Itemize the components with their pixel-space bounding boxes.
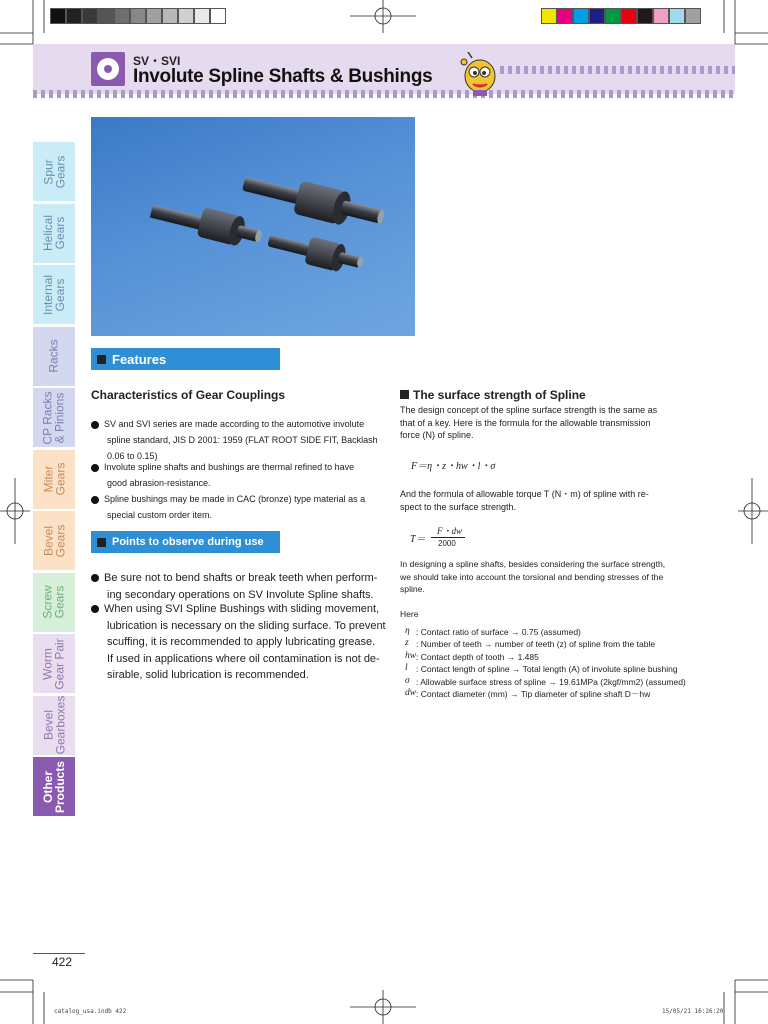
side-tab-label: Worm Gear Pair: [41, 637, 68, 690]
gray-swatch: [114, 8, 130, 24]
side-tab[interactable]: [33, 450, 75, 509]
color-swatch: [621, 8, 637, 24]
side-tab[interactable]: [33, 573, 75, 632]
color-swatch: [541, 8, 557, 24]
fraction-line: [431, 537, 465, 538]
text-line: And the formula of allowable torque T (N・m) of spline with re-: [400, 489, 649, 499]
side-tab[interactable]: [33, 388, 75, 447]
variable-description: : Contact diameter (mm) → Tip diameter of spline shaft D－hw: [416, 689, 651, 699]
side-tab[interactable]: [33, 757, 75, 816]
gray-swatch: [194, 8, 210, 24]
feature-bullet-line: good abrasion-resistance.: [107, 478, 211, 488]
couplings-heading: Characteristics of Gear Couplings: [91, 388, 286, 402]
mascot-icon: [458, 52, 498, 98]
square-bullet-icon: [400, 390, 409, 399]
features-label: Features: [112, 351, 167, 367]
color-swatch: [653, 8, 669, 24]
side-tab[interactable]: [33, 511, 75, 570]
side-tab-label: Other Products: [41, 760, 68, 813]
feature-bullet-line: special custom order item.: [107, 510, 213, 520]
text-line: The design concept of the spline surface strength is the same as: [400, 405, 658, 415]
torque-formula-denominator: 2000: [438, 539, 456, 548]
footer-file-info: catalog_usa.indb 422: [54, 1008, 127, 1015]
header-wavy-line: [500, 66, 735, 74]
variable-symbol: σ: [405, 675, 410, 686]
gray-swatch: [50, 8, 66, 24]
here-label: Here: [400, 609, 419, 619]
bullet-icon: [91, 464, 99, 472]
point-bullet-line: When using SVI Spline Bushings with sliding movement,: [104, 603, 380, 615]
torque-formula-left: T＝: [410, 534, 426, 545]
variable-description: : Contact length of spline → Total length (A) of involute spline bushing: [416, 664, 678, 675]
feature-bullet-line: spline standard, JIS D 2001: 1959 (FLAT ROOT SIDE FIT, Backlash: [107, 435, 378, 445]
point-bullet-line: lubrication is necessary on the sliding surface. To prevent: [107, 619, 386, 632]
force-formula: F＝η・z・hw・l・σ: [411, 461, 496, 472]
variable-description: : Number of teeth → number of teeth (z) of spline from the table: [416, 639, 656, 650]
color-swatch: [557, 8, 573, 24]
variable-description: : Contact ratio of surface → 0.75 (assumed): [416, 627, 581, 637]
gray-swatch: [82, 8, 98, 24]
side-tab-label: Helical Gears: [40, 214, 67, 252]
bullet-icon: [91, 496, 99, 504]
color-swatch: [605, 8, 621, 24]
surface-strength-heading: [400, 388, 586, 402]
points-section-bar: [91, 531, 280, 553]
header-wavy-edge: [33, 90, 735, 98]
text-line: spline.: [400, 584, 425, 594]
page-number: 422: [52, 955, 73, 969]
gray-swatch: [178, 8, 194, 24]
side-tab-label: Internal Gears: [41, 274, 67, 315]
side-tab[interactable]: [33, 265, 75, 324]
gray-swatch: [66, 8, 82, 24]
point-bullet-line: ing secondary operations on SV Involute Spline shafts.: [107, 588, 374, 601]
variable-symbol: dw: [405, 688, 417, 698]
variable-symbol: hw: [405, 650, 417, 661]
gray-swatch: [162, 8, 178, 24]
gray-swatch: [130, 8, 146, 24]
point-bullet-line: sirable, solid lubrication is recommended.: [107, 669, 309, 681]
features-section-bar: [91, 348, 280, 370]
square-bullet-icon: [97, 538, 106, 547]
point-bullet-line: Be sure not to bend shafts or break teeth when perform-: [104, 572, 378, 584]
page-number-rule: [33, 953, 85, 954]
variable-description: : Allowable surface stress of spline → 19.61MPa (2kgf/mm2) (assumed): [416, 676, 686, 687]
point-bullet-line: If used in applications where oil contamination is not de-: [107, 652, 380, 665]
gray-swatch: [98, 8, 114, 24]
text-line: In designing a spline shafts, besides considering the surface strength,: [400, 559, 666, 569]
feature-bullet-line: Spline bushings may be made in CAC (bronze) type material as a: [104, 494, 366, 504]
side-tab[interactable]: [33, 142, 75, 201]
text-line: we should take into account the torsional and bending stresses of the: [400, 571, 664, 582]
product-photo: [91, 117, 415, 336]
footer-timestamp: 15/05/21 16:26:20: [662, 1008, 724, 1015]
surface-heading-text: The surface strength of Spline: [413, 388, 586, 402]
gray-swatch: [210, 8, 226, 24]
bullet-icon: [91, 574, 99, 582]
side-tab-label: Bevel Gearboxes: [41, 695, 68, 755]
page-title: Involute Spline Shafts & Bushings: [133, 66, 433, 87]
side-tab-label: Racks: [47, 339, 61, 373]
side-tab[interactable]: [33, 327, 75, 386]
square-bullet-icon: [97, 355, 106, 364]
side-tab-label: CP Racks & Pinions: [41, 390, 68, 445]
text-line: force (N) of spline.: [400, 430, 474, 440]
torque-formula-numerator: F・dw: [437, 526, 463, 536]
side-tab-label: Miter Gears: [41, 462, 67, 496]
bullet-icon: [91, 421, 99, 429]
text-line: spect to the surface strength.: [400, 501, 517, 512]
text-line: that of a key. Here is the formula for the allowable transmission: [400, 417, 651, 428]
variable-description: : Contact depth of tooth → 1.485: [416, 651, 539, 662]
points-label: Points to observe during use: [112, 536, 264, 548]
side-tab[interactable]: [33, 696, 75, 755]
product-series: SV・SVI: [133, 54, 181, 68]
side-tab-label: Bevel Gears: [41, 524, 67, 557]
color-swatch: [637, 8, 653, 24]
spline-gear-icon: [91, 52, 125, 86]
variable-symbol: z: [405, 638, 409, 649]
variable-symbol: η: [405, 626, 410, 636]
color-swatch: [589, 8, 605, 24]
color-swatch: [669, 8, 685, 24]
side-tab[interactable]: [33, 634, 75, 693]
variable-symbol: l: [405, 663, 408, 674]
side-tab-label: Spur Gears: [41, 155, 67, 188]
point-bullet-line: scuffing, it is recommended to apply lubricating grease.: [107, 636, 376, 648]
side-tab-label: Screw Gears: [41, 585, 67, 619]
gray-swatch: [146, 8, 162, 24]
feature-bullet-line: Involute spline shafts and bushings are thermal refined to have: [104, 462, 355, 472]
side-tab[interactable]: [33, 204, 75, 263]
feature-bullet-line: 0.06 to 0.15): [107, 451, 158, 461]
color-swatch: [685, 8, 701, 24]
bullet-icon: [91, 605, 99, 613]
color-swatch: [573, 8, 589, 24]
feature-bullet-line: SV and SVI series are made according to the automotive involute: [104, 419, 365, 429]
